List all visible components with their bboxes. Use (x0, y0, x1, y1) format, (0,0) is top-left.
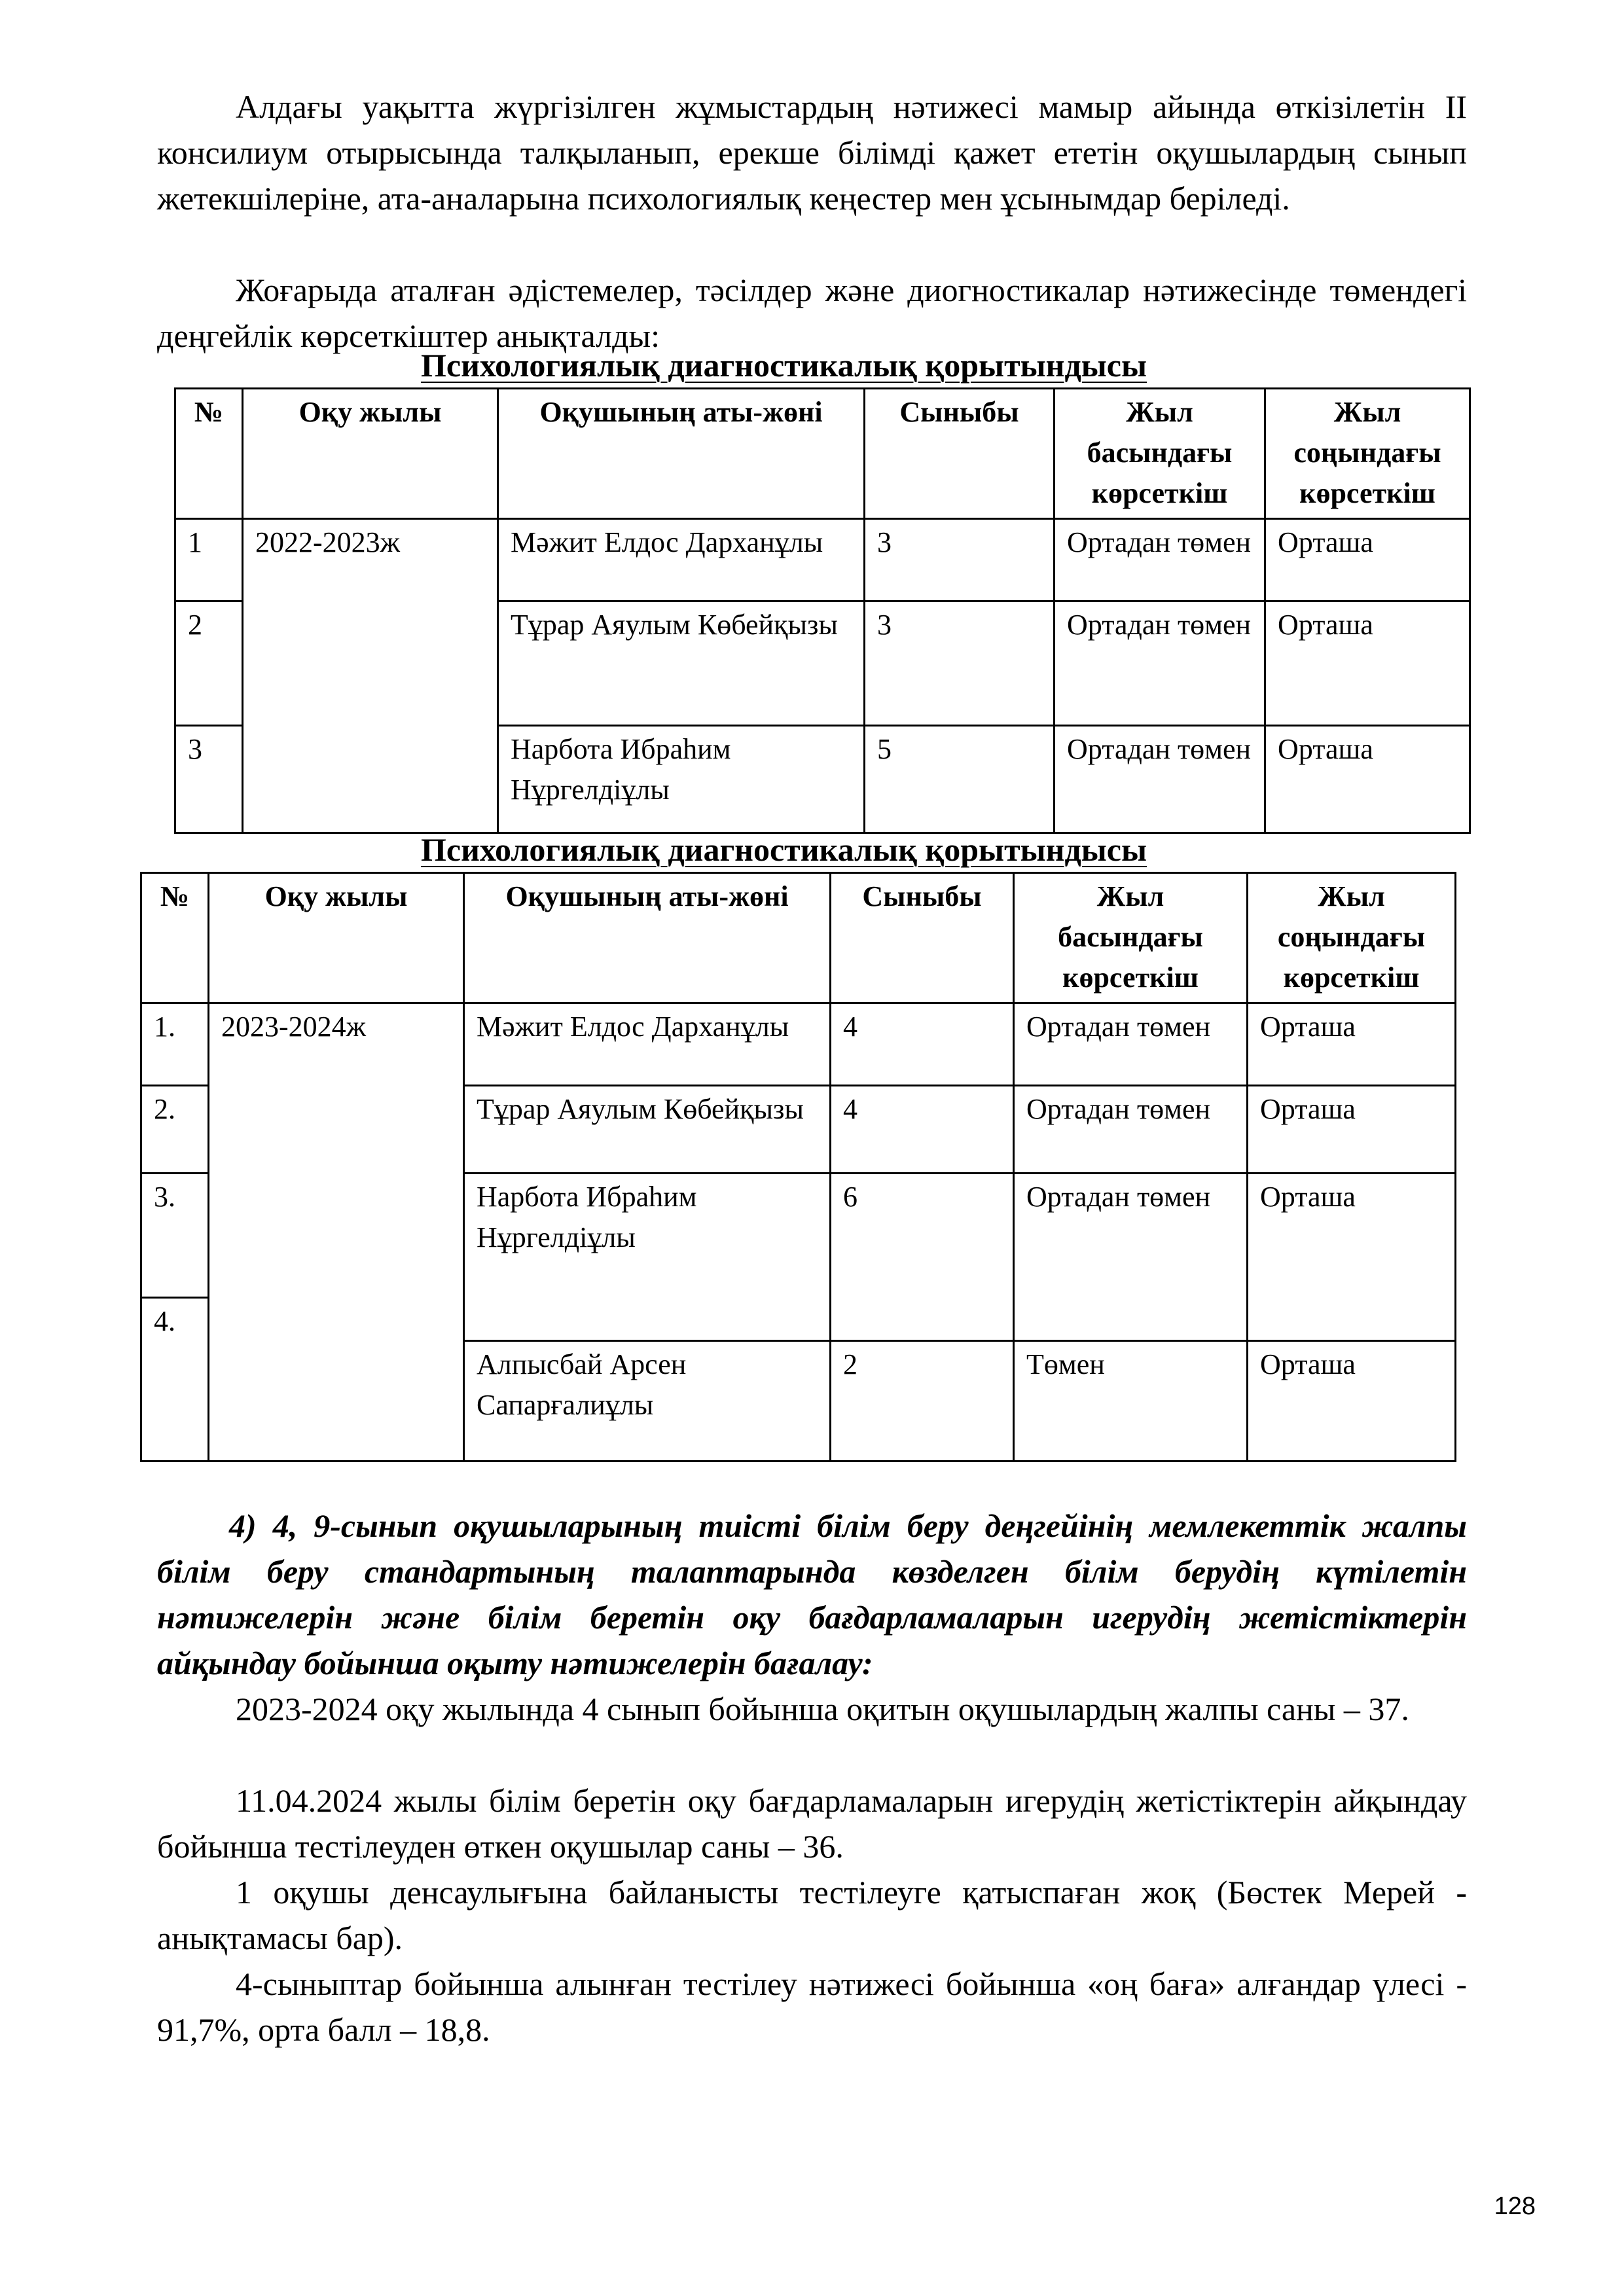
table2-caption: Психологиялық диагностикалық қорытындысы (421, 831, 1147, 868)
paragraph-methods: Жоғарыда аталған әдістемелер, тәсілдер және диогностикалар нәтижесінде төмендегі деңгейлік көрсеткіштер анықталды: (157, 272, 1467, 354)
student-name: Мәжит Елдос Дарханұлы (498, 519, 865, 601)
start-result: Ортадан төмен (1014, 1003, 1248, 1086)
start-result: Ортадан төмен (1014, 1086, 1248, 1174)
row-number: 1. (141, 1003, 209, 1086)
student-grade: 4 (831, 1003, 1014, 1086)
start-result: Ортадан төмен (1055, 726, 1265, 833)
row-number: 2. (141, 1086, 209, 1174)
table-row (141, 1003, 1456, 1086)
student-name: Тұрар Аяулым Көбейқызы (498, 601, 865, 726)
student-name: Нарбота Ибраһим Нұргелдіұлы (464, 1174, 831, 1341)
row-number: 3. (141, 1174, 209, 1298)
diagnostic-table-2023 (140, 872, 1456, 1462)
student-grade: 2 (831, 1341, 1014, 1462)
header-name: Оқушының аты-жөні (498, 389, 865, 519)
start-result: Ортадан төмен (1055, 519, 1265, 601)
end-result: Орташа (1265, 726, 1470, 833)
table-row (175, 519, 1470, 601)
student-name: Мәжит Елдос Дарханұлы (464, 1003, 831, 1086)
header-name: Оқушының аты-жөні (464, 873, 831, 1003)
table-header-row (141, 873, 1456, 1003)
header-start: Жыл басындағы көрсеткіш (1014, 873, 1248, 1003)
end-result: Орташа (1248, 1174, 1456, 1341)
student-name: Алпысбай Арсен Сапарғалиұлы (464, 1341, 831, 1462)
paragraph-tested-students: 11.04.2024 жылы білім беретін оқу бағдарламаларын игерудің жетістіктерін айқындау бойынша тестілеуден өткен оқушылар саны – 36. (157, 1782, 1467, 1865)
student-grade: 4 (831, 1086, 1014, 1174)
student-name: Тұрар Аяулым Көбейқызы (464, 1086, 831, 1174)
end-result: Орташа (1248, 1003, 1456, 1086)
start-result: Ортадан төмен (1055, 601, 1265, 726)
header-number: № (141, 873, 209, 1003)
student-grade: 5 (865, 726, 1055, 833)
header-number: № (175, 389, 243, 519)
header-grade: Сыныбы (865, 389, 1055, 519)
start-result: Төмен (1014, 1341, 1248, 1462)
student-grade: 3 (865, 601, 1055, 726)
student-grade: 6 (831, 1174, 1014, 1341)
header-grade: Сыныбы (831, 873, 1014, 1003)
row-number: 2 (175, 601, 243, 726)
diagnostic-table-2022 (174, 387, 1471, 834)
end-result: Орташа (1265, 601, 1470, 726)
row-number: 4. (141, 1298, 209, 1462)
school-year: 2022-2023ж (243, 519, 498, 833)
header-end: Жыл соңындағы көрсеткіш (1248, 873, 1456, 1003)
header-start: Жыл басындағы көрсеткіш (1055, 389, 1265, 519)
row-number: 3 (175, 726, 243, 833)
table-header-row (175, 389, 1470, 519)
paragraph-test-results: 4-сыныптар бойынша алынған тестілеу нәтижесі бойынша «оң баға» алғандар үлесі - 91,7%, орта балл – 18,8. (157, 1965, 1467, 2048)
header-end: Жыл соңындағы көрсеткіш (1265, 389, 1470, 519)
start-result: Ортадан төмен (1014, 1174, 1248, 1341)
end-result: Орташа (1265, 519, 1470, 601)
page-number: 128 (1494, 2193, 1536, 2220)
student-grade: 3 (865, 519, 1055, 601)
paragraph-total-students: 2023-2024 оқу жылында 4 сынып бойынша оқитын оқушылардың жалпы саны – 37. (236, 1691, 1409, 1727)
end-result: Орташа (1248, 1341, 1456, 1462)
row-number: 1 (175, 519, 243, 601)
school-year: 2023-2024ж (209, 1003, 464, 1462)
paragraph-consilium: Алдағы уақытта жүргізілген жұмыстардың нәтижесі мамыр айында өткізілетін II консилиум отырысында талқыланып, ерекше білімді қажет ететін оқушылардың сынып жетекшілеріне, ата-аналарына психологиялық кеңестер мен ұсынымдар беріледі. (157, 88, 1467, 217)
header-year: Оқу жылы (243, 389, 498, 519)
header-year: Оқу жылы (209, 873, 464, 1003)
end-result: Орташа (1248, 1086, 1456, 1174)
paragraph-absent-student: 1 оқушы денсаулығына байланысты тестілеуге қатыспаған жоқ (Бөстек Мерей - анықтамасы бар). (157, 1874, 1467, 1956)
table1-caption: Психологиялық диагностикалық қорытындысы (421, 347, 1147, 384)
italic-section-heading: 4) 4, 9-сынып оқушыларының тиісті білім беру деңгейінің мемлекеттік жалпы білім беру стандартының талаптарында көзделген білім берудің күтілетін нәтижелерін және білім беретін оқу бағдарламаларын игерудің жетістіктерін айқындау бойынша оқыту нәтижелерін бағалау: (157, 1507, 1467, 1681)
student-name: Нарбота Ибраһим Нұргелдіұлы (498, 726, 865, 833)
